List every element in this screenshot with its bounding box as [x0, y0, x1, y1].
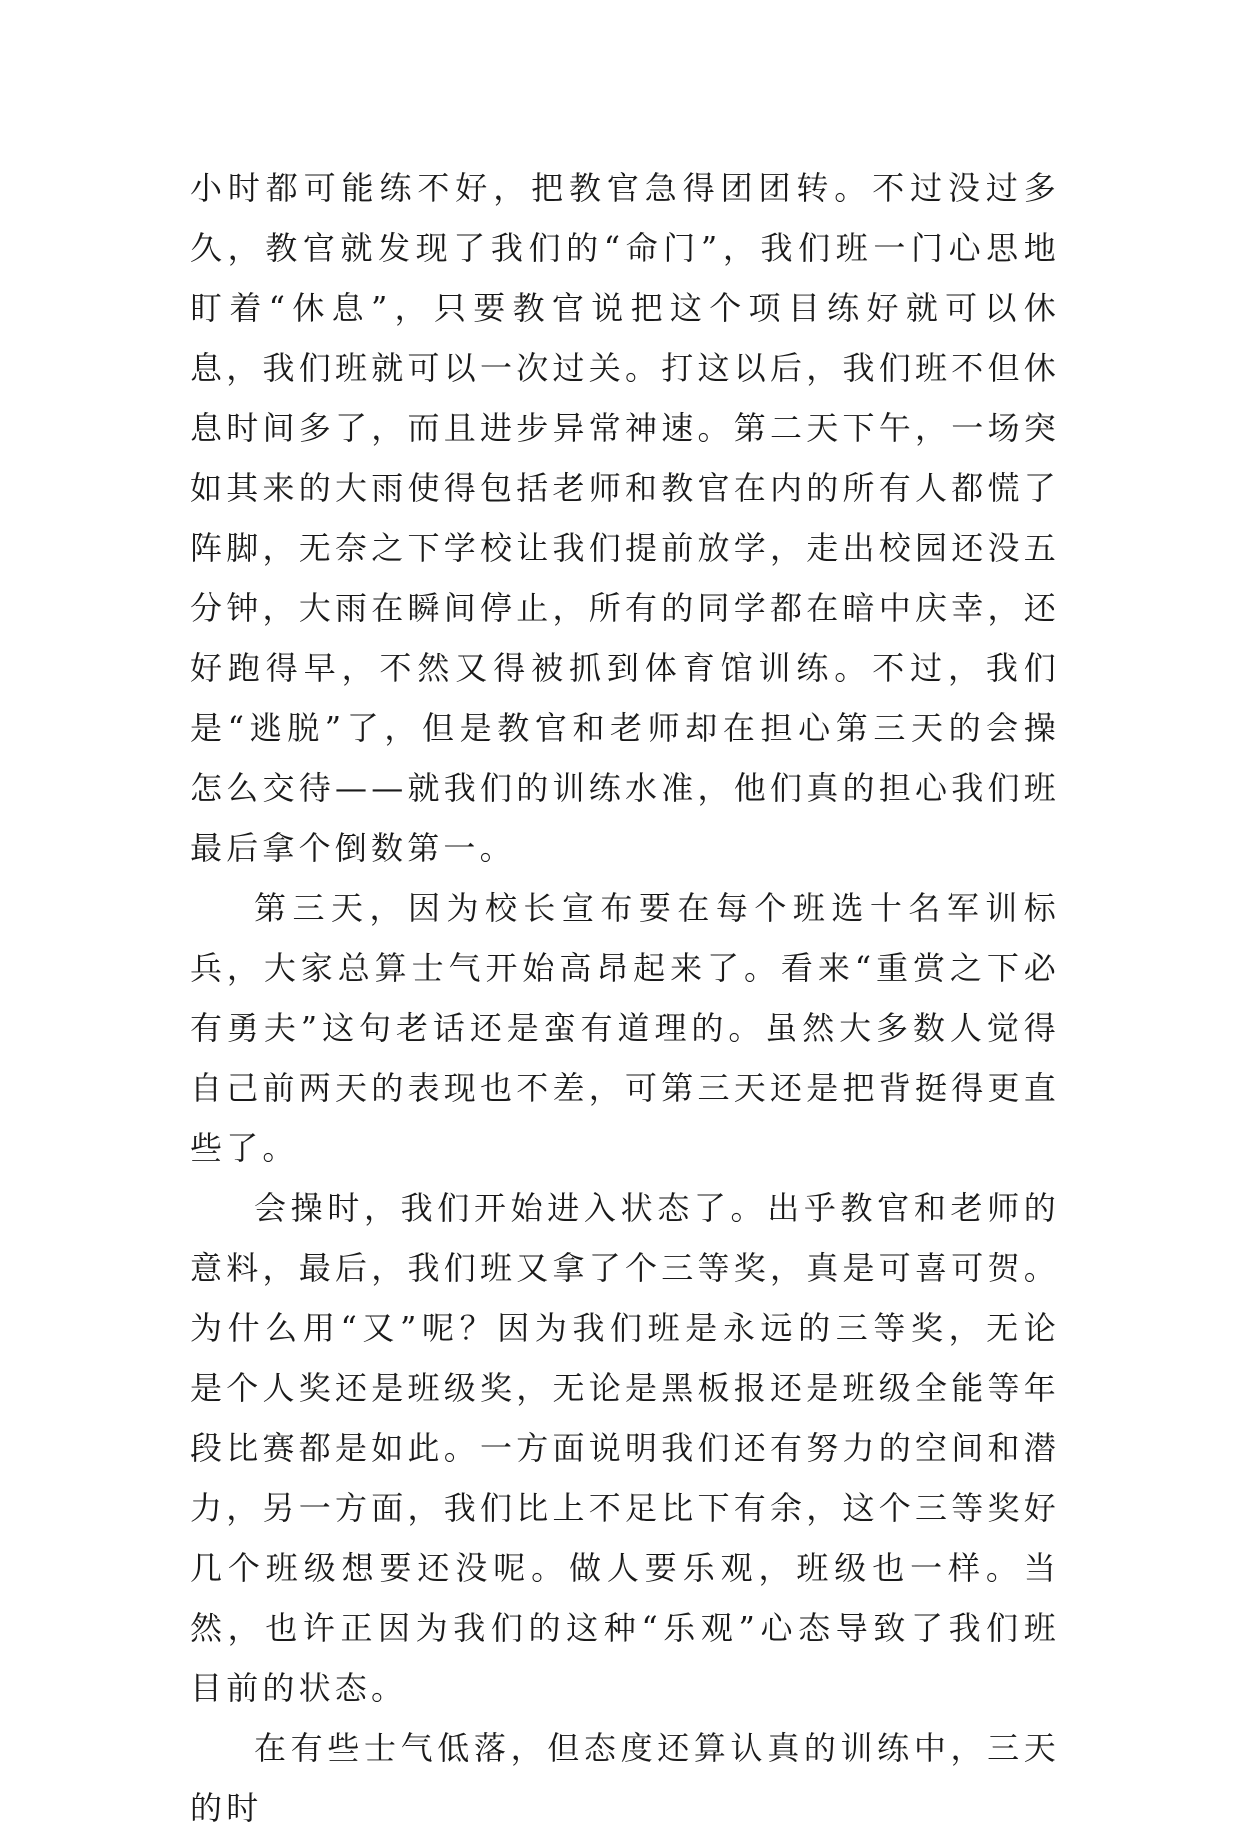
- paragraph-4: 在有些士气低落，但态度还算认真的训练中，三天的时: [190, 1729, 1060, 1827]
- paragraph-1: 小时都可能练不好，把教官急得团团转。不过没过多久，教官就发现了我们的“命门”，我们班一门心思地盯着“休息”，只要教官说把这个项目练好就可以休息，我们班就可以一次过关。打这以后，我们班不但休息时间多了，而且进步异常神速。第二天下午，一场突如其来的大雨使得包括老师和教官在内的所有人都慌了阵脚，无奈之下学校让我们提前放学，走出校园还没五分钟，大雨在瞬间停止，所有的同学都在暗中庆幸，还好跑得早，不然又得被抓到体育馆训练。不过，我们是“逃脱”了，但是教官和老师却在担心第三天的会操怎么交待——就我们的训练水准，他们真的担心我们班最后拿个倒数第一。: [190, 169, 1060, 867]
- paragraph-3: 会操时，我们开始进入状态了。出乎教官和老师的意料，最后，我们班又拿了个三等奖，真是可喜可贺。为什么用“又”呢？因为我们班是永远的三等奖，无论是个人奖还是班级奖，无论是黑板报还是班级全能等年段比赛都是如此。一方面说明我们还有努力的空间和潜力，另一方面，我们比上不足比下有余，这个三等奖好几个班级想要还没呢。做人要乐观，班级也一样。当然，也许正因为我们的这种“乐观”心态导致了我们班目前的状态。: [190, 1189, 1060, 1707]
- document-body: [190, 158, 1060, 1838]
- paragraph-2: 第三天，因为校长宣布要在每个班选十名军训标兵，大家总算士气开始高昂起来了。看来“重赏之下必有勇夫”这句老话还是蛮有道理的。虽然大多数人觉得自己前两天的表现也不差，可第三天还是把背挺得更直些了。: [190, 889, 1060, 1167]
